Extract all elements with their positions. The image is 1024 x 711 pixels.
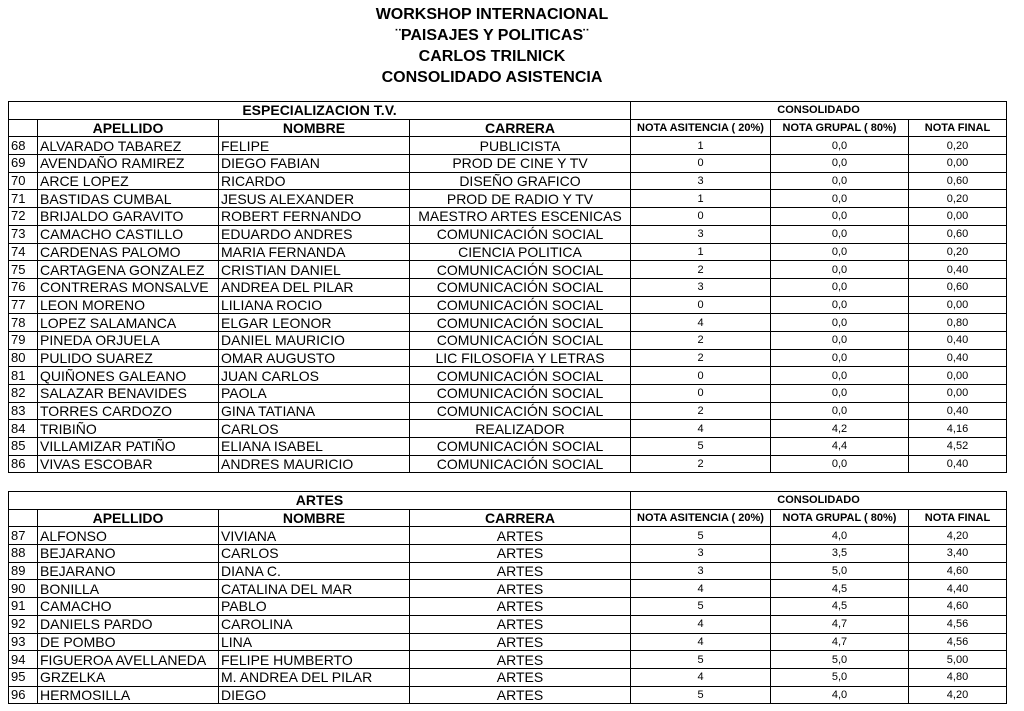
attendance-table-especializacion (8, 101, 1007, 473)
title-line-3: CARLOS TRILNICK (418, 48, 566, 65)
carrera-cell: COMUNICACIÓN SOCIAL (410, 225, 631, 243)
nombre-cell: LILIANA ROCIO (219, 296, 410, 314)
row-number: 82 (9, 385, 38, 403)
table-row (9, 402, 1007, 420)
nota-final-cell: 4,52 (909, 438, 1007, 456)
row-number: 70 (9, 172, 38, 190)
apellido-cell: HERMOSILLA (38, 686, 219, 704)
nota-final-cell: 0,00 (909, 385, 1007, 403)
carrera-cell: ARTES (410, 598, 631, 616)
nota-asistencia-cell: 2 (631, 455, 771, 473)
section-title: ARTES (9, 492, 631, 510)
nota-asistencia-cell: 1 (631, 190, 771, 208)
nota-asistencia-cell: 0 (631, 385, 771, 403)
nota-asistencia-cell: 4 (631, 615, 771, 633)
table-row (9, 385, 1007, 403)
carrera-header: CARRERA (410, 509, 631, 527)
apellido-cell: GRZELKA (38, 668, 219, 686)
carrera-cell: ARTES (410, 545, 631, 563)
row-number: 79 (9, 331, 38, 349)
nota-final-header: NOTA FINAL (909, 509, 1007, 527)
row-number: 92 (9, 615, 38, 633)
carrera-cell: COMUNICACIÓN SOCIAL (410, 331, 631, 349)
carrera-cell: REALIZADOR (410, 420, 631, 438)
apellido-cell: SALAZAR BENAVIDES (38, 385, 219, 403)
nota-grupal-cell: 4,0 (771, 527, 909, 545)
carrera-header: CARRERA (410, 119, 631, 137)
nota-asistencia-cell: 1 (631, 243, 771, 261)
apellido-header: APELLIDO (38, 509, 219, 527)
nota-final-cell: 0,20 (909, 190, 1007, 208)
row-number: 83 (9, 402, 38, 420)
nota-asistencia-cell: 3 (631, 172, 771, 190)
nota-asistencia-cell: 5 (631, 527, 771, 545)
section-header-row (9, 102, 1007, 120)
nombre-cell: FELIPE HUMBERTO (219, 651, 410, 669)
column-header-row (9, 119, 1007, 137)
nota-grupal-cell: 0,0 (771, 172, 909, 190)
section-header-row (9, 492, 1007, 510)
nota-grupal-header: NOTA GRUPAL ( 80%) (771, 119, 909, 137)
nota-grupal-cell: 0,0 (771, 296, 909, 314)
nombre-cell: RICARDO (219, 172, 410, 190)
table-row (9, 349, 1007, 367)
row-number-header (9, 509, 38, 527)
nota-asistencia-cell: 3 (631, 562, 771, 580)
nota-final-cell: 4,16 (909, 420, 1007, 438)
row-number: 77 (9, 296, 38, 314)
apellido-cell: BRIJALDO GARAVITO (38, 208, 219, 226)
nota-grupal-cell: 0,0 (771, 331, 909, 349)
nota-asistencia-cell: 4 (631, 668, 771, 686)
nota-asistencia-cell: 3 (631, 225, 771, 243)
nota-final-cell: 0,40 (909, 455, 1007, 473)
nota-asistencia-cell: 2 (631, 402, 771, 420)
table-row (9, 261, 1007, 279)
apellido-cell: DE POMBO (38, 633, 219, 651)
apellido-cell: ARCE LOPEZ (38, 172, 219, 190)
attendance-table-artes (8, 491, 1007, 704)
consolidado-header: CONSOLIDADO (631, 492, 1007, 510)
nombre-cell: ELIANA ISABEL (219, 438, 410, 456)
table-row (9, 545, 1007, 563)
nota-grupal-cell: 0,0 (771, 243, 909, 261)
apellido-cell: VILLAMIZAR PATIÑO (38, 438, 219, 456)
row-number: 95 (9, 668, 38, 686)
table-row (9, 296, 1007, 314)
carrera-cell: LIC FILOSOFIA Y LETRAS (410, 349, 631, 367)
nota-final-cell: 3,40 (909, 545, 1007, 563)
nombre-cell: EDUARDO ANDRES (219, 225, 410, 243)
nota-grupal-cell: 5,0 (771, 668, 909, 686)
nota-final-cell: 4,56 (909, 633, 1007, 651)
apellido-cell: CARDENAS PALOMO (38, 243, 219, 261)
row-number: 81 (9, 367, 38, 385)
nota-grupal-cell: 0,0 (771, 155, 909, 173)
carrera-cell: COMUNICACIÓN SOCIAL (410, 438, 631, 456)
apellido-cell: BEJARANO (38, 562, 219, 580)
nombre-cell: DIEGO (219, 686, 410, 704)
apellido-cell: PULIDO SUAREZ (38, 349, 219, 367)
section-title: ESPECIALIZACION T.V. (9, 102, 631, 120)
nombre-cell: CATALINA DEL MAR (219, 580, 410, 598)
table-row (9, 278, 1007, 296)
nota-grupal-cell: 5,0 (771, 651, 909, 669)
nombre-cell: CAROLINA (219, 615, 410, 633)
row-number: 73 (9, 225, 38, 243)
carrera-cell: ARTES (410, 615, 631, 633)
nota-grupal-cell: 0,0 (771, 402, 909, 420)
apellido-cell: CONTRERAS MONSALVE (38, 278, 219, 296)
nota-final-cell: 4,20 (909, 686, 1007, 704)
nombre-cell: ANDREA DEL PILAR (219, 278, 410, 296)
carrera-cell: DISEÑO GRAFICO (410, 172, 631, 190)
row-number: 85 (9, 438, 38, 456)
nota-grupal-cell: 4,2 (771, 420, 909, 438)
nota-grupal-cell: 4,7 (771, 633, 909, 651)
row-number: 96 (9, 686, 38, 704)
nombre-header: NOMBRE (219, 119, 410, 137)
nombre-cell: CARLOS (219, 420, 410, 438)
nota-asistencia-cell: 5 (631, 598, 771, 616)
carrera-cell: COMUNICACIÓN SOCIAL (410, 367, 631, 385)
nombre-header: NOMBRE (219, 509, 410, 527)
table-row (9, 615, 1007, 633)
nota-final-cell: 0,20 (909, 243, 1007, 261)
nota-final-cell: 4,80 (909, 668, 1007, 686)
nota-asistencia-cell: 4 (631, 314, 771, 332)
row-number: 80 (9, 349, 38, 367)
nota-grupal-cell: 3,5 (771, 545, 909, 563)
nota-grupal-cell: 4,7 (771, 615, 909, 633)
nombre-cell: ANDRES MAURICIO (219, 455, 410, 473)
nota-asistencia-cell: 2 (631, 261, 771, 279)
nota-grupal-cell: 0,0 (771, 137, 909, 155)
table-row (9, 438, 1007, 456)
row-number: 69 (9, 155, 38, 173)
nombre-cell: DIEGO FABIAN (219, 155, 410, 173)
nota-grupal-cell: 0,0 (771, 261, 909, 279)
nombre-cell: CARLOS (219, 545, 410, 563)
nota-final-cell: 0,00 (909, 155, 1007, 173)
carrera-cell: COMUNICACIÓN SOCIAL (410, 261, 631, 279)
apellido-cell: ALVARADO TABAREZ (38, 137, 219, 155)
nota-grupal-cell: 4,5 (771, 598, 909, 616)
row-number: 78 (9, 314, 38, 332)
carrera-cell: COMUNICACIÓN SOCIAL (410, 455, 631, 473)
nota-grupal-cell: 4,5 (771, 580, 909, 598)
column-header-row (9, 509, 1007, 527)
row-number: 93 (9, 633, 38, 651)
nombre-cell: VIVIANA (219, 527, 410, 545)
nota-final-cell: 0,80 (909, 314, 1007, 332)
nota-grupal-cell: 0,0 (771, 225, 909, 243)
nota-asistencia-cell: 5 (631, 651, 771, 669)
table-row (9, 668, 1007, 686)
nota-grupal-cell: 4,0 (771, 686, 909, 704)
row-number: 91 (9, 598, 38, 616)
nota-grupal-cell: 0,0 (771, 190, 909, 208)
nota-grupal-cell: 0,0 (771, 278, 909, 296)
table-row (9, 562, 1007, 580)
table-row (9, 172, 1007, 190)
nota-asistencia-cell: 0 (631, 296, 771, 314)
row-number: 68 (9, 137, 38, 155)
row-number: 72 (9, 208, 38, 226)
table-row (9, 137, 1007, 155)
carrera-cell: COMUNICACIÓN SOCIAL (410, 296, 631, 314)
nota-grupal-cell: 5,0 (771, 562, 909, 580)
nota-final-cell: 0,40 (909, 402, 1007, 420)
table-row (9, 686, 1007, 704)
nota-final-cell: 4,56 (909, 615, 1007, 633)
nota-asistencia-cell: 4 (631, 420, 771, 438)
table-row (9, 651, 1007, 669)
table-row (9, 208, 1007, 226)
nota-asistencia-cell: 5 (631, 438, 771, 456)
nota-final-cell: 4,60 (909, 562, 1007, 580)
nota-asistencia-cell: 0 (631, 367, 771, 385)
nota-final-cell: 0,00 (909, 367, 1007, 385)
nombre-cell: PAOLA (219, 385, 410, 403)
nombre-cell: CRISTIAN DANIEL (219, 261, 410, 279)
nota-asistencia-cell: 4 (631, 633, 771, 651)
nombre-cell: JESUS ALEXANDER (219, 190, 410, 208)
table-row (9, 420, 1007, 438)
carrera-cell: PUBLICISTA (410, 137, 631, 155)
nombre-cell: FELIPE (219, 137, 410, 155)
apellido-cell: CARTAGENA GONZALEZ (38, 261, 219, 279)
row-number: 88 (9, 545, 38, 563)
row-number: 75 (9, 261, 38, 279)
consolidado-header: CONSOLIDADO (631, 102, 1007, 120)
nota-asistencia-cell: 2 (631, 331, 771, 349)
nota-final-cell: 0,40 (909, 349, 1007, 367)
carrera-cell: ARTES (410, 580, 631, 598)
apellido-cell: QUIÑONES GALEANO (38, 367, 219, 385)
nota-grupal-cell: 0,0 (771, 208, 909, 226)
table-row (9, 367, 1007, 385)
apellido-cell: LOPEZ SALAMANCA (38, 314, 219, 332)
nota-asistencia-header: NOTA ASITENCIA ( 20%) (631, 509, 771, 527)
title-line-1: WORKSHOP INTERNACIONAL (375, 6, 609, 23)
nota-asistencia-header: NOTA ASITENCIA ( 20%) (631, 119, 771, 137)
row-number: 89 (9, 562, 38, 580)
apellido-cell: FIGUEROA AVELLANEDA (38, 651, 219, 669)
table-row (9, 527, 1007, 545)
nota-grupal-cell: 0,0 (771, 385, 909, 403)
nota-asistencia-cell: 5 (631, 686, 771, 704)
row-number: 94 (9, 651, 38, 669)
nombre-cell: DIANA C. (219, 562, 410, 580)
nombre-cell: DANIEL MAURICIO (219, 331, 410, 349)
apellido-cell: LEON MORENO (38, 296, 219, 314)
nota-final-cell: 0,60 (909, 278, 1007, 296)
nota-final-cell: 4,40 (909, 580, 1007, 598)
apellido-cell: CAMACHO CASTILLO (38, 225, 219, 243)
nota-grupal-cell: 0,0 (771, 314, 909, 332)
nota-final-cell: 0,20 (909, 137, 1007, 155)
nota-asistencia-cell: 0 (631, 208, 771, 226)
nombre-cell: M. ANDREA DEL PILAR (219, 668, 410, 686)
nota-asistencia-cell: 2 (631, 349, 771, 367)
nota-asistencia-cell: 3 (631, 545, 771, 563)
nombre-cell: MARIA FERNANDA (219, 243, 410, 261)
apellido-header: APELLIDO (38, 119, 219, 137)
row-number: 76 (9, 278, 38, 296)
nota-final-cell: 4,20 (909, 527, 1007, 545)
table-row (9, 633, 1007, 651)
nota-grupal-cell: 0,0 (771, 455, 909, 473)
apellido-cell: TORRES CARDOZO (38, 402, 219, 420)
row-number: 74 (9, 243, 38, 261)
row-number: 71 (9, 190, 38, 208)
carrera-cell: CIENCIA POLITICA (410, 243, 631, 261)
nota-asistencia-cell: 0 (631, 155, 771, 173)
carrera-cell: ARTES (410, 668, 631, 686)
apellido-cell: DANIELS PARDO (38, 615, 219, 633)
nota-final-cell: 0,40 (909, 331, 1007, 349)
nombre-cell: ROBERT FERNANDO (219, 208, 410, 226)
apellido-cell: BEJARANO (38, 545, 219, 563)
apellido-cell: BONILLA (38, 580, 219, 598)
apellido-cell: AVENDAÑO RAMIREZ (38, 155, 219, 173)
row-number: 87 (9, 527, 38, 545)
carrera-cell: COMUNICACIÓN SOCIAL (410, 385, 631, 403)
row-number: 86 (9, 455, 38, 473)
nota-final-cell: 0,00 (909, 296, 1007, 314)
nombre-cell: GINA TATIANA (219, 402, 410, 420)
nota-asistencia-cell: 4 (631, 580, 771, 598)
carrera-cell: PROD DE RADIO Y TV (410, 190, 631, 208)
nota-final-cell: 5,00 (909, 651, 1007, 669)
carrera-cell: COMUNICACIÓN SOCIAL (410, 278, 631, 296)
carrera-cell: COMUNICACIÓN SOCIAL (410, 402, 631, 420)
row-number: 90 (9, 580, 38, 598)
carrera-cell: ARTES (410, 562, 631, 580)
apellido-cell: CAMACHO (38, 598, 219, 616)
carrera-cell: ARTES (410, 633, 631, 651)
apellido-cell: TRIBIÑO (38, 420, 219, 438)
carrera-cell: PROD DE CINE Y TV (410, 155, 631, 173)
nota-final-cell: 0,00 (909, 208, 1007, 226)
nombre-cell: LINA (219, 633, 410, 651)
carrera-cell: COMUNICACIÓN SOCIAL (410, 314, 631, 332)
nota-asistencia-cell: 1 (631, 137, 771, 155)
nombre-cell: PABLO (219, 598, 410, 616)
nota-grupal-cell: 0,0 (771, 349, 909, 367)
apellido-cell: VIVAS ESCOBAR (38, 455, 219, 473)
apellido-cell: ALFONSO (38, 527, 219, 545)
table-row (9, 331, 1007, 349)
table-row (9, 455, 1007, 473)
title-line-2: ¨PAISAJES Y POLITICAS¨ (395, 27, 589, 44)
nota-final-cell: 0,60 (909, 225, 1007, 243)
table-row (9, 243, 1007, 261)
nota-final-cell: 0,60 (909, 172, 1007, 190)
nota-grupal-cell: 0,0 (771, 367, 909, 385)
nota-final-cell: 0,40 (909, 261, 1007, 279)
nota-asistencia-cell: 3 (631, 278, 771, 296)
carrera-cell: ARTES (410, 527, 631, 545)
nombre-cell: OMAR AUGUSTO (219, 349, 410, 367)
nota-grupal-header: NOTA GRUPAL ( 80%) (771, 509, 909, 527)
nota-final-header: NOTA FINAL (909, 119, 1007, 137)
table-row (9, 155, 1007, 173)
nota-grupal-cell: 4,4 (771, 438, 909, 456)
table-row (9, 580, 1007, 598)
row-number-header (9, 119, 38, 137)
apellido-cell: BASTIDAS CUMBAL (38, 190, 219, 208)
carrera-cell: MAESTRO ARTES ESCENICAS (410, 208, 631, 226)
apellido-cell: PINEDA ORJUELA (38, 331, 219, 349)
table-row (9, 225, 1007, 243)
nombre-cell: ELGAR LEONOR (219, 314, 410, 332)
title-line-4: CONSOLIDADO ASISTENCIA (381, 69, 603, 86)
table-row (9, 598, 1007, 616)
document-title-block (0, 4, 984, 88)
carrera-cell: ARTES (410, 651, 631, 669)
table-row (9, 190, 1007, 208)
carrera-cell: ARTES (410, 686, 631, 704)
table-row (9, 314, 1007, 332)
nota-final-cell: 4,60 (909, 598, 1007, 616)
row-number: 84 (9, 420, 38, 438)
nombre-cell: JUAN CARLOS (219, 367, 410, 385)
